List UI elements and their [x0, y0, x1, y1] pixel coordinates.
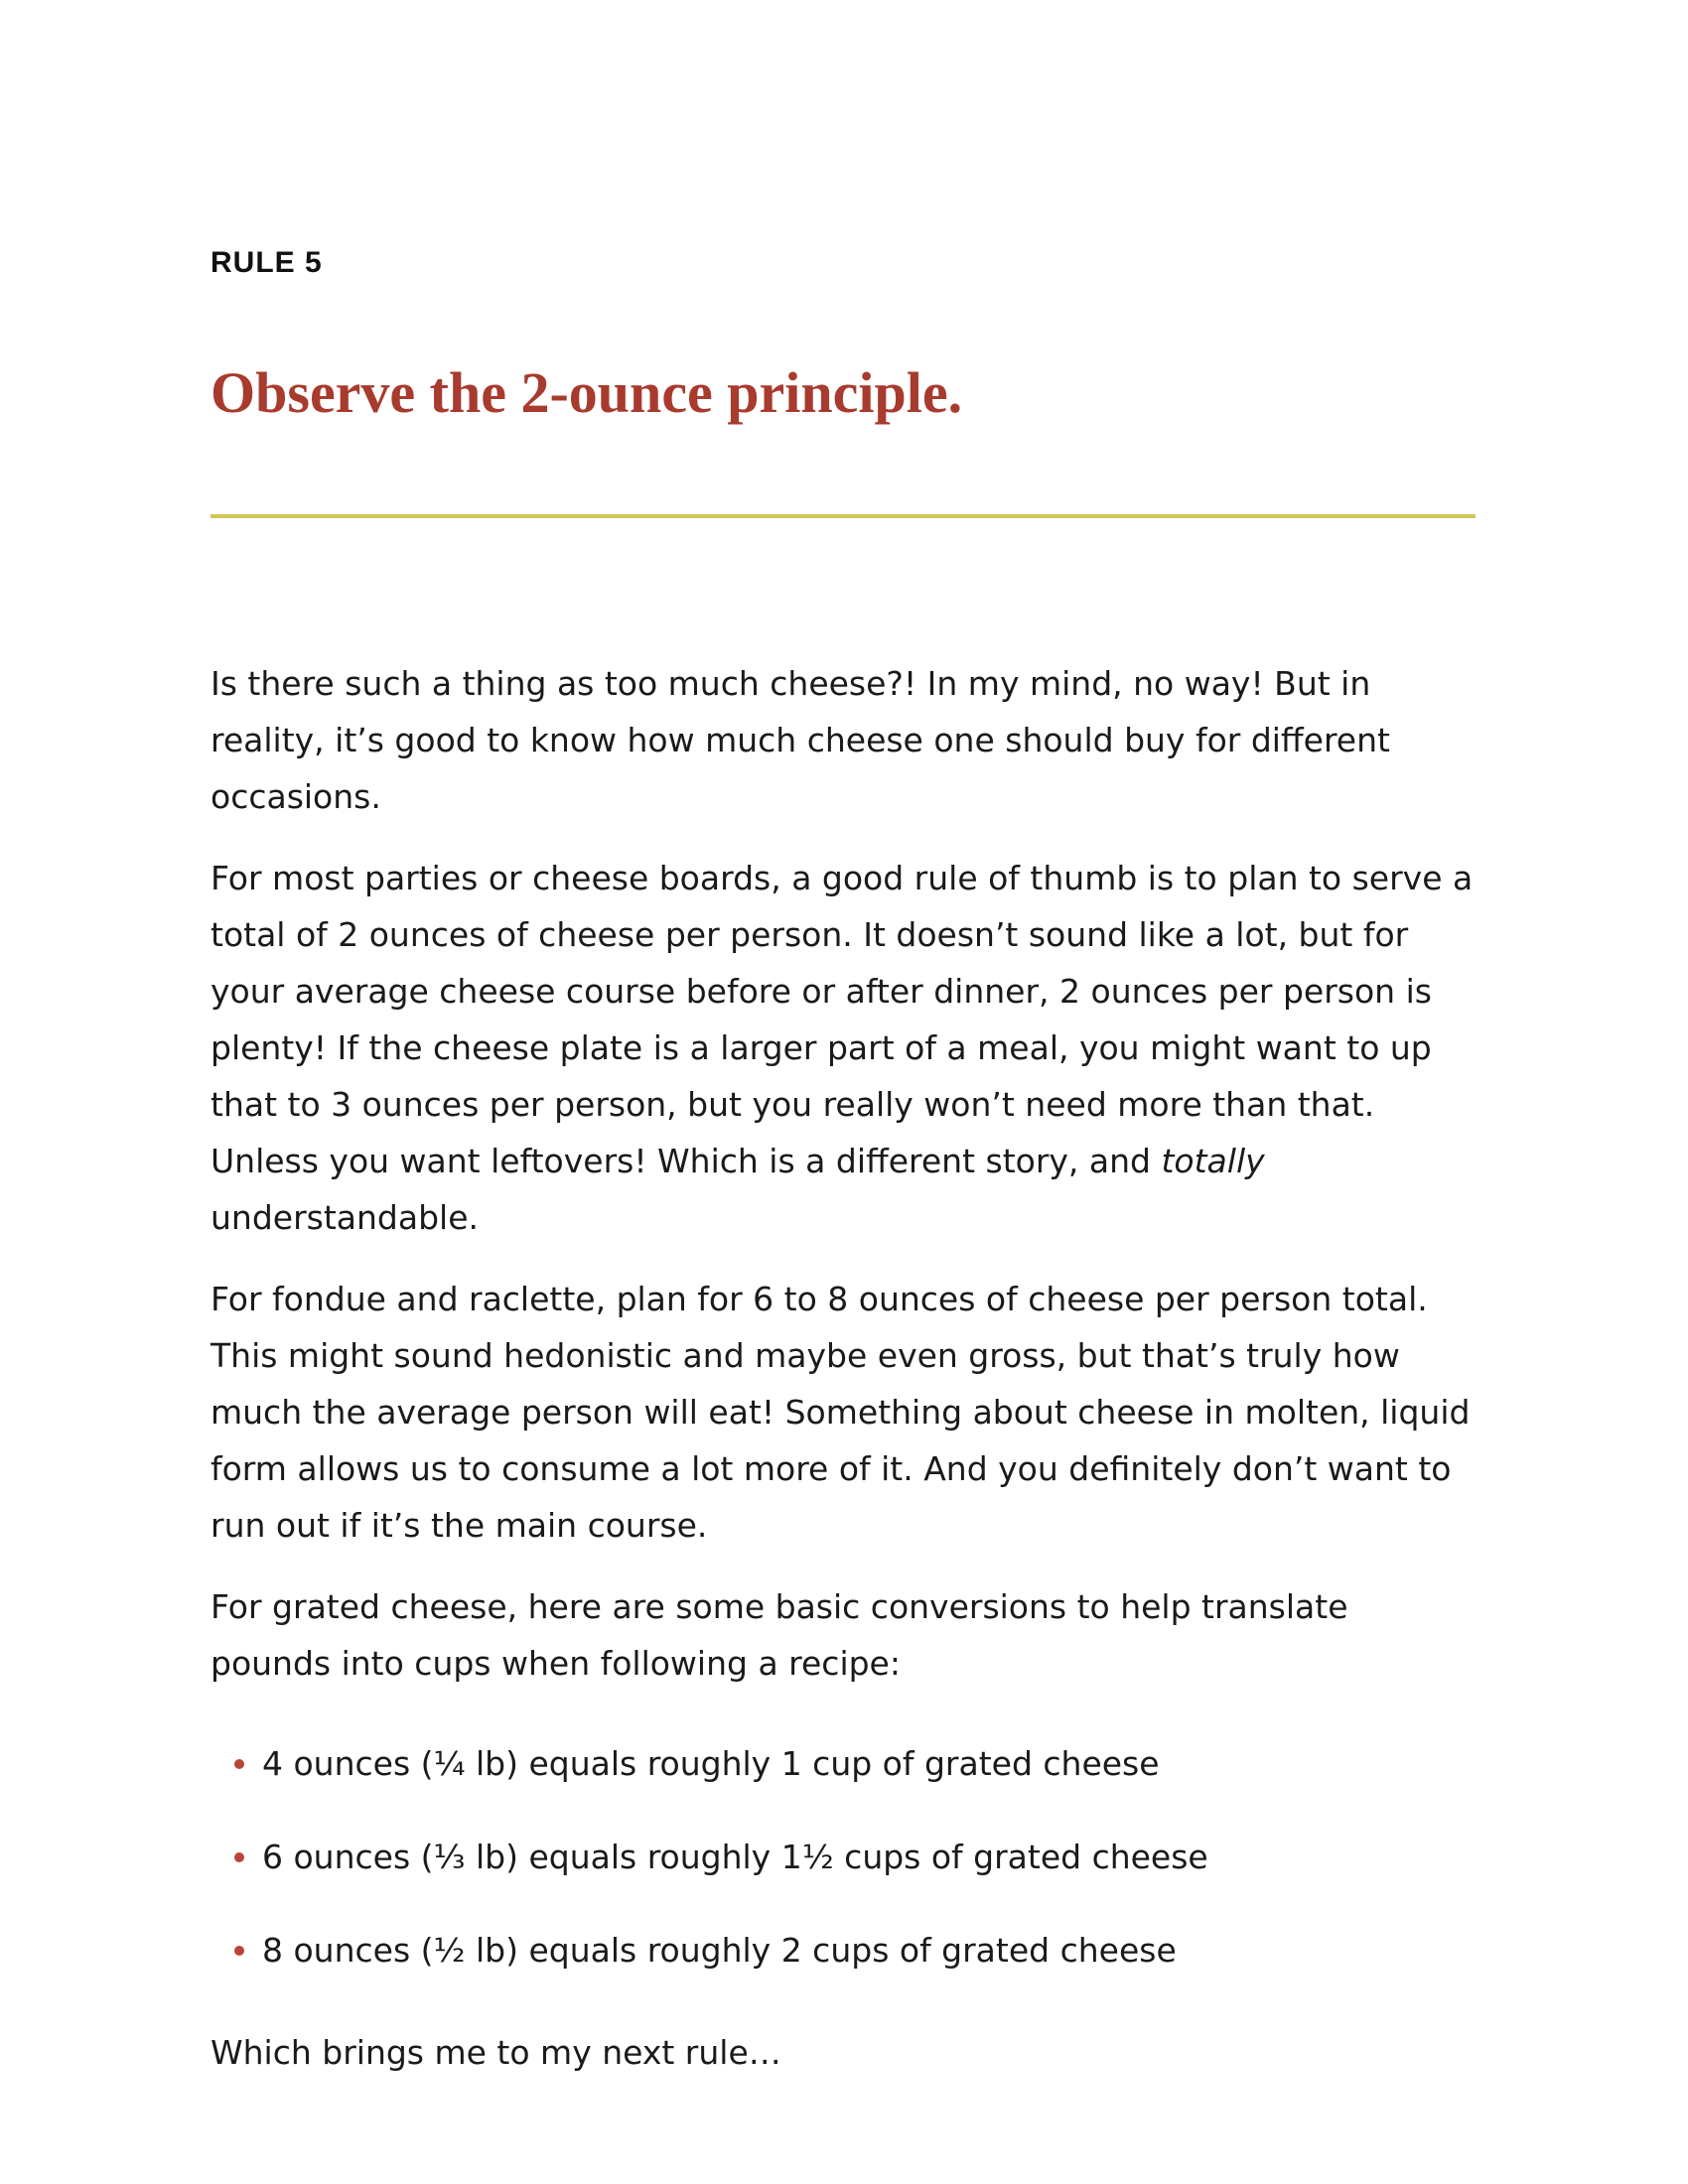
paragraph-outro: Which brings me to my next rule… [211, 2033, 781, 2072]
list-item [211, 1922, 1476, 1979]
conversion-text: 6 ounces (⅓ lb) equals roughly 1½ cups of grated cheese [262, 1838, 1208, 1876]
paragraph-party-portions [211, 850, 1476, 1246]
rule-body [211, 655, 1476, 2106]
list-item [211, 1829, 1476, 1885]
paragraph-party-ending: understandable. [211, 1198, 479, 1237]
bullet-dot-icon [234, 1946, 244, 1956]
bullet-dot-icon [234, 1759, 244, 1769]
bullet-dot-icon [234, 1852, 244, 1862]
paragraph-fondue-raclette: For fondue and raclette, plan for 6 to 8 ounces of cheese per person total. This might sound hedonistic and maybe even gross, but that’s truly how much the average person will eat! Something about cheese in molten, liquid form allows us to consume a lot more of it. And you definitely don’t want to run out if it’s the main course. [211, 1280, 1471, 1545]
rule-divider [211, 514, 1476, 518]
rule-title: Observe the 2-ounce principle. [211, 360, 963, 425]
conversion-text: 4 ounces (¼ lb) equals roughly 1 cup of grated cheese [262, 1744, 1160, 1783]
paragraph-grated-intro: For grated cheese, here are some basic conversions to help translate pounds into cups when following a recipe: [211, 1587, 1348, 1683]
paragraph-intro: Is there such a thing as too much cheese?! In my mind, no way! But in reality, it’s good to know how much cheese one should buy for different occasions. [211, 664, 1390, 816]
book-page [211, 0, 1476, 2184]
rule-label: RULE 5 [211, 246, 323, 279]
conversion-text: 8 ounces (½ lb) equals roughly 2 cups of grated cheese [262, 1931, 1177, 1970]
paragraph-party-text: For most parties or cheese boards, a good rule of thumb is to plan to serve a total of 2 ounces of cheese per person. It doesn’t sound like a lot, but for your average cheese course before or after dinner, 2 ounces per person is plenty! If the cheese plate is a larger part of a meal, you might want to up that to 3 ounces per person, but you really won’t need more than that. Unless you want leftovers! Which is a different story, and [211, 859, 1474, 1180]
list-item [211, 1735, 1476, 1792]
emphasis-totally: totally [1161, 1142, 1265, 1180]
conversion-list [211, 1735, 1476, 1979]
